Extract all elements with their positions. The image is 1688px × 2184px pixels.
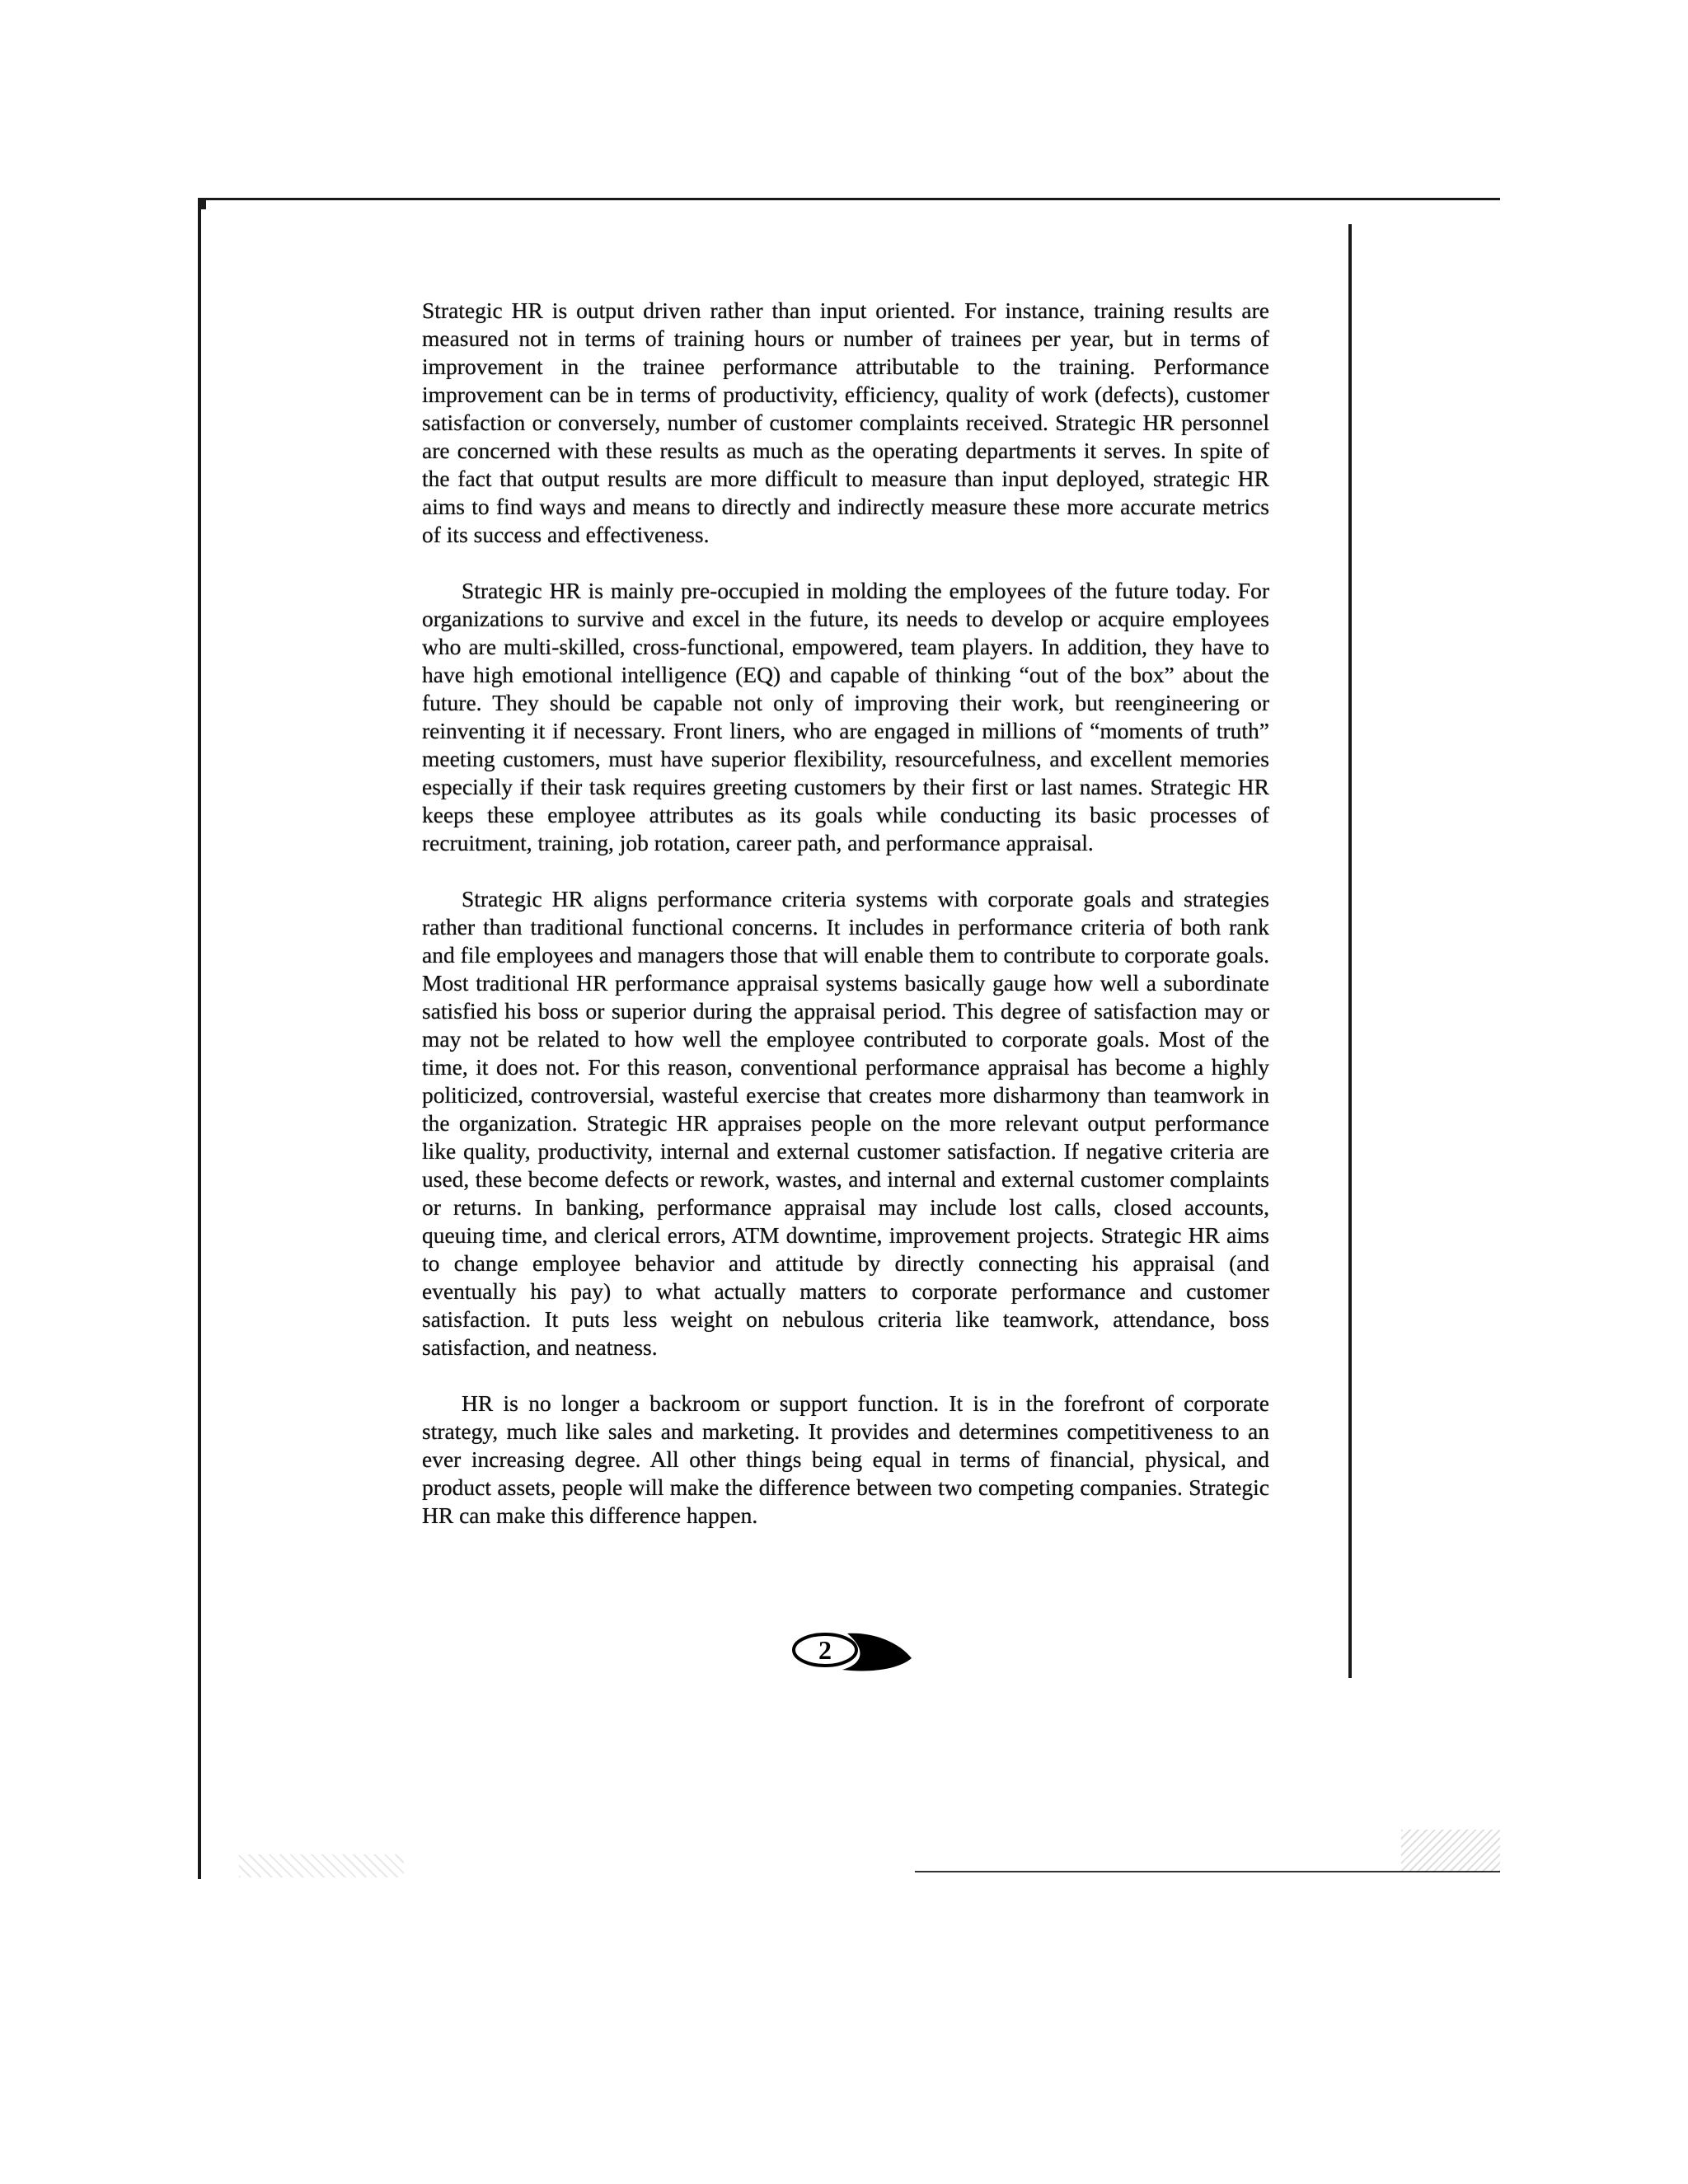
body-text bbox=[422, 297, 1269, 1558]
scan-noise-right bbox=[1401, 1830, 1500, 1872]
page-number-badge bbox=[790, 1630, 913, 1673]
page-number: 2 bbox=[818, 1635, 832, 1665]
paragraph-output-driven: Strategic HR is output driven rather than input oriented. For instance, training results are measured not in terms of training hours or number of trainees per year, but in terms of improvement in the trainee performance attributable to the training. Performance improvement can be in terms of productivity, efficiency, quality of work (defects), customer satisfaction or conversely, number of customer complaints received. Strategic HR personnel are concerned with these results as much as the operating departments it serves. In spite of the fact that output results are more difficult to measure than input deployed, strategic HR aims to find ways and means to directly and indirectly measure these more accurate metrics of its success and effectiveness. bbox=[422, 298, 1269, 547]
paragraph-employees-of-future: Strategic HR is mainly pre-occupied in molding the employees of the future today. For organizations to survive and excel in the future, its needs to develop or acquire employees who are multi-skilled, cross-functional, empowered, team players. In addition, they have to have high emotional intelligence (EQ) and capable of thinking “out of the box” about the future. They should be capable not only of improving their work, but reengineering or reinventing it if necessary. Front liners, who are engaged in millions of “moments of truth” meeting customers, must have superior flexibility, resourcefulness, and excellent memories especially if their task requires greeting customers by their first or last names. Strategic HR keeps these employee attributes as its goals while conducting its basic processes of recruitment, training, job rotation, career path, and performance appraisal. bbox=[422, 578, 1269, 855]
right-column-rule bbox=[1348, 224, 1352, 1678]
left-border-line bbox=[198, 198, 201, 1879]
paragraph-hr-forefront: HR is no longer a backroom or support function. It is in the forefront of corporate strategy, much like sales and marketing. It provides and determines competitiveness to an ever increasing degree. All other things being equal in terms of financial, physical, and product assets, people will make the difference between two competing companies. Strategic HR can make this difference happen. bbox=[422, 1390, 1269, 1528]
paragraph-performance-criteria: Strategic HR aligns performance criteria systems with corporate goals and strategies rather than traditional functional concerns. It includes in performance criteria of both rank and file employees and managers those that will enable them to contribute to corporate goals. Most traditional HR performance appraisal systems basically gauge how well a subordinate satisfied his boss or superior during the appraisal period. This degree of satisfaction may or may not be related to how well the employee contributed to corporate goals. Most of the time, it does not. For this reason, conventional performance appraisal has become a highly politicized, controversial, wasteful exercise that creates more disharmony than teamwork in the organization. Strategic HR appraises people on the more relevant output performance like quality, productivity, internal and external customer satisfaction. If negative criteria are used, these become defects or rework, wastes, and internal and external customer complaints or returns. In banking, performance appraisal may include lost calls, closed accounts, queuing time, and clerical errors, ATM downtime, improvement projects. Strategic HR aims to change employee behavior and attitude by directly connecting his appraisal (and eventually his pay) to what actually matters to corporate performance and customer satisfaction. It puts less weight on nebulous criteria like teamwork, attendance, boss satisfaction, and neatness. bbox=[422, 886, 1269, 1360]
scan-noise-left bbox=[239, 1854, 404, 1877]
top-border-line bbox=[198, 198, 1500, 200]
